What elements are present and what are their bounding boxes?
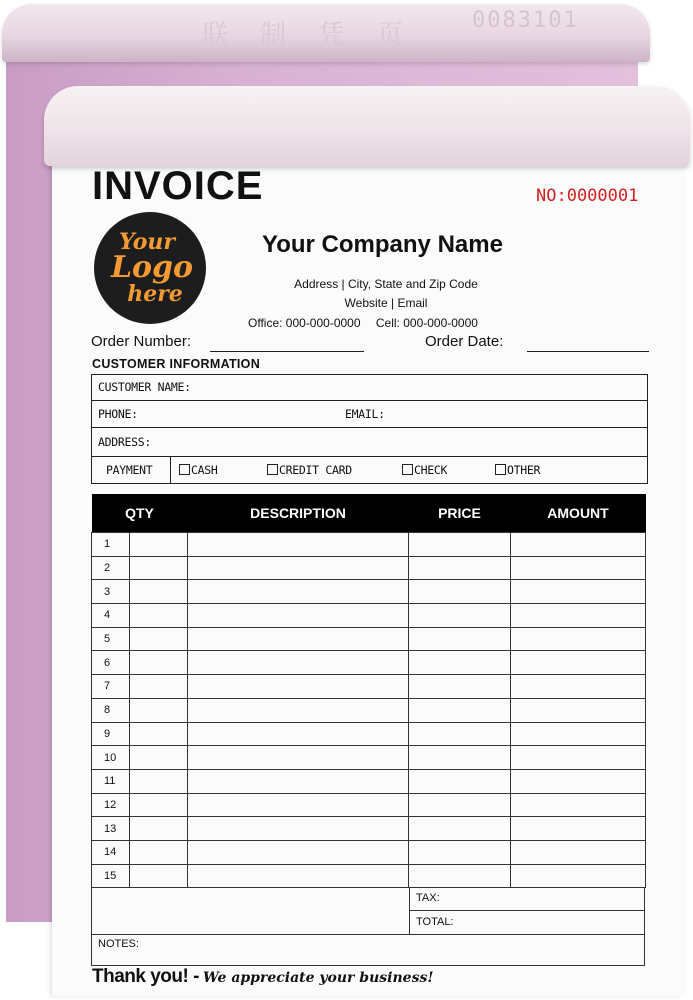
table-row [92, 556, 646, 580]
description-cell[interactable] [188, 698, 409, 722]
row-number: 12 [92, 793, 130, 817]
price-cell[interactable] [409, 651, 511, 675]
total-label: TOTAL: [416, 916, 454, 928]
logo-line-3: here [127, 281, 183, 307]
row-number: 6 [92, 651, 130, 675]
company-address: Address | City, State and Zip Code [294, 277, 478, 291]
header-price: PRICE [409, 494, 511, 533]
description-cell[interactable] [188, 675, 409, 699]
qty-cell[interactable] [130, 698, 188, 722]
description-cell[interactable] [188, 627, 409, 651]
price-cell[interactable] [409, 556, 511, 580]
row-number: 14 [92, 840, 130, 864]
table-row [92, 580, 646, 604]
back-sheet-roll [2, 4, 650, 62]
amount-cell[interactable] [511, 533, 646, 557]
description-cell[interactable] [188, 604, 409, 628]
price-cell[interactable] [409, 675, 511, 699]
checkbox-icon [267, 464, 278, 475]
table-row [92, 840, 646, 864]
description-cell[interactable] [188, 533, 409, 557]
header-qty: QTY [92, 494, 188, 533]
customer-name-row[interactable] [92, 375, 647, 401]
table-header-row [92, 494, 646, 533]
header-amount: AMOUNT [511, 494, 646, 533]
company-name: Your Company Name [262, 231, 503, 258]
thank-you-text: Thank you! - [92, 966, 199, 987]
logo-line-1: Your [118, 229, 176, 255]
line-items-table [91, 494, 646, 888]
totals-box [91, 887, 645, 935]
payment-option-cash[interactable] [179, 463, 218, 477]
qty-cell[interactable] [130, 722, 188, 746]
qty-cell[interactable] [130, 793, 188, 817]
qty-cell[interactable] [130, 604, 188, 628]
row-number: 7 [92, 675, 130, 699]
qty-cell[interactable] [130, 817, 188, 841]
total-field[interactable] [409, 911, 644, 935]
order-date-field[interactable] [527, 351, 649, 352]
table-row [92, 817, 646, 841]
payment-row [92, 457, 647, 484]
payment-option-label: CREDIT CARD [279, 463, 352, 477]
table-row [92, 651, 646, 675]
front-sheet-roll [44, 86, 690, 166]
checkbox-icon [402, 464, 413, 475]
price-cell[interactable] [409, 746, 511, 770]
table-row [92, 769, 646, 793]
row-number: 13 [92, 817, 130, 841]
qty-cell[interactable] [130, 864, 188, 888]
notes-box[interactable] [91, 934, 645, 966]
table-row [92, 793, 646, 817]
row-number: 15 [92, 864, 130, 888]
qty-cell[interactable] [130, 580, 188, 604]
payment-option-label: CHECK [414, 463, 448, 477]
description-cell[interactable] [188, 556, 409, 580]
payment-option-credit-card[interactable] [267, 463, 352, 477]
amount-cell[interactable] [511, 580, 646, 604]
qty-cell[interactable] [130, 746, 188, 770]
checkbox-icon [495, 464, 506, 475]
description-cell[interactable] [188, 746, 409, 770]
office-phone: Office: 000-000-0000 [248, 316, 361, 330]
amount-cell[interactable] [511, 698, 646, 722]
qty-cell[interactable] [130, 651, 188, 675]
invoice-number: NO:0000001 [536, 186, 639, 206]
phone-email-row[interactable] [92, 401, 647, 428]
company-web-email: Website | Email [344, 296, 428, 310]
amount-cell[interactable] [511, 746, 646, 770]
table-row [92, 864, 646, 888]
back-ghost-text: 联 制 凭 页 [202, 20, 415, 50]
description-cell[interactable] [188, 793, 409, 817]
table-row [92, 627, 646, 651]
price-cell[interactable] [409, 533, 511, 557]
price-cell[interactable] [409, 627, 511, 651]
thank-you-footer [92, 966, 433, 988]
description-cell[interactable] [188, 722, 409, 746]
table-row [92, 533, 646, 557]
description-cell[interactable] [188, 651, 409, 675]
row-number: 1 [92, 533, 130, 557]
amount-cell[interactable] [511, 651, 646, 675]
amount-cell[interactable] [511, 864, 646, 888]
payment-label: PAYMENT [106, 463, 153, 477]
description-cell[interactable] [188, 769, 409, 793]
company-contact [248, 316, 490, 330]
header-description: DESCRIPTION [188, 494, 409, 533]
amount-cell[interactable] [511, 675, 646, 699]
row-number: 10 [92, 746, 130, 770]
back-ghost-number: 0083101 [472, 8, 579, 33]
amount-cell[interactable] [511, 793, 646, 817]
order-date-label: Order Date: [425, 333, 504, 350]
tax-label: TAX: [416, 892, 440, 904]
email-label: EMAIL: [345, 407, 385, 421]
description-cell[interactable] [188, 840, 409, 864]
address-label: ADDRESS: [98, 435, 151, 449]
company-logo [94, 212, 206, 324]
table-row [92, 675, 646, 699]
price-cell[interactable] [409, 840, 511, 864]
row-number: 8 [92, 698, 130, 722]
qty-cell[interactable] [130, 556, 188, 580]
invoice-title: INVOICE [92, 164, 264, 208]
order-number-field[interactable] [210, 351, 364, 352]
price-cell[interactable] [409, 698, 511, 722]
checkbox-icon [179, 464, 190, 475]
customer-section-title: CUSTOMER INFORMATION [92, 357, 261, 371]
price-cell[interactable] [409, 604, 511, 628]
payment-option-label: CASH [191, 463, 218, 477]
price-cell[interactable] [409, 864, 511, 888]
amount-cell[interactable] [511, 627, 646, 651]
price-cell[interactable] [409, 722, 511, 746]
amount-cell[interactable] [511, 769, 646, 793]
tax-field[interactable] [409, 887, 644, 911]
thank-you-subtext: We appreciate your business! [202, 970, 434, 986]
phone-label: PHONE: [98, 407, 138, 421]
description-cell[interactable] [188, 864, 409, 888]
table-row [92, 604, 646, 628]
customer-name-label: CUSTOMER NAME: [98, 380, 191, 394]
price-cell[interactable] [409, 769, 511, 793]
table-row [92, 746, 646, 770]
qty-cell[interactable] [130, 769, 188, 793]
logo-line-2: Logo [110, 250, 194, 285]
row-number: 3 [92, 580, 130, 604]
table-row [92, 722, 646, 746]
amount-cell[interactable] [511, 817, 646, 841]
amount-cell[interactable] [511, 840, 646, 864]
qty-cell[interactable] [130, 840, 188, 864]
price-cell[interactable] [409, 580, 511, 604]
amount-cell[interactable] [511, 556, 646, 580]
qty-cell[interactable] [130, 533, 188, 557]
row-number: 9 [92, 722, 130, 746]
customer-info-box [91, 374, 648, 484]
price-cell[interactable] [409, 793, 511, 817]
row-number: 4 [92, 604, 130, 628]
amount-cell[interactable] [511, 722, 646, 746]
cell-phone: Cell: 000-000-0000 [375, 316, 478, 330]
order-number-label: Order Number: [91, 333, 192, 350]
address-row[interactable] [92, 428, 647, 457]
qty-cell[interactable] [130, 627, 188, 651]
notes-label: NOTES: [98, 938, 139, 950]
description-cell[interactable] [188, 817, 409, 841]
price-cell[interactable] [409, 817, 511, 841]
qty-cell[interactable] [130, 675, 188, 699]
amount-cell[interactable] [511, 604, 646, 628]
row-number: 2 [92, 556, 130, 580]
row-number: 11 [92, 769, 130, 793]
payment-option-check[interactable] [402, 463, 447, 477]
payment-option-label: OTHER [507, 463, 541, 477]
row-number: 5 [92, 627, 130, 651]
table-row [92, 698, 646, 722]
payment-option-other[interactable] [495, 463, 540, 477]
description-cell[interactable] [188, 580, 409, 604]
